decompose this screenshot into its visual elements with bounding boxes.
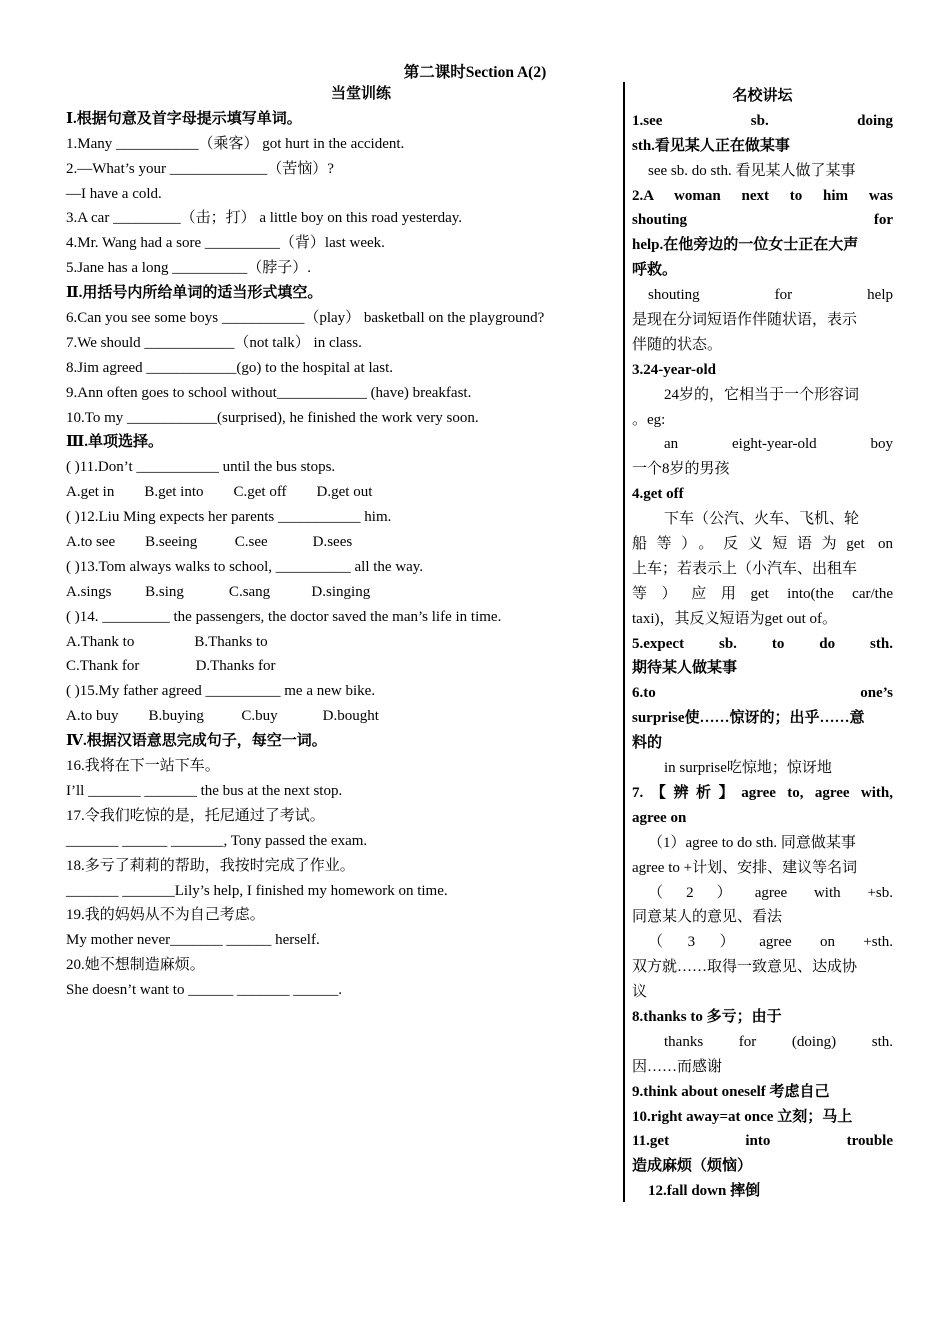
note-line: 一个8岁的男孩 <box>632 461 730 478</box>
note-line: 7.【辨析】agree to, agree with, <box>632 784 893 801</box>
exercise-line: A.sings B.sing C.sang D.singing <box>66 583 371 600</box>
note-line: 下车（公汽、火车、飞机、轮 <box>664 511 860 528</box>
exercise-line: ( )12.Liu Ming expects her parents ___________ him. <box>66 509 392 526</box>
note-line: 料的 <box>632 735 663 752</box>
note-line: shouting for help <box>648 287 893 304</box>
note-line: surprise使……惊讶的；出乎……意 <box>632 710 865 727</box>
note-line: 。eg: <box>632 411 666 428</box>
exercise-lines <box>66 107 616 1003</box>
exercise-line: C.Thank for D.Thanks for <box>66 658 276 675</box>
note-line: 造成麻烦（烦恼） <box>632 1158 753 1175</box>
section-heading: Ⅲ.单项选择。 <box>66 434 164 451</box>
note-line: 上车；若表示上（小汽车、出租车 <box>632 560 858 577</box>
note-lines <box>632 109 893 1204</box>
note-line: 因……而感谢 <box>632 1058 723 1075</box>
note-line: sth.看见某人正在做某事 <box>632 137 790 154</box>
note-line: 船等）。反义短语为get on <box>632 536 893 553</box>
exercise-line: 6.Can you see some boys ___________（play） basketball on the playground? <box>66 310 545 327</box>
note-line: agree to +计划、安排、建议等名词 <box>632 859 858 876</box>
note-line: see sb. do sth. 看见某人做了某事 <box>648 162 856 179</box>
column-divider <box>623 82 625 1202</box>
note-line: （2）agree with +sb. <box>648 884 893 901</box>
page-title: 第二课时Section A(2) <box>403 64 547 81</box>
note-line: 1.see sb. doing <box>632 112 893 129</box>
exercise-line: A.to see B.seeing C.see D.sees <box>66 534 353 551</box>
exercise-line: 10.To my ____________(surprised), he finished the work very soon. <box>66 409 479 426</box>
exercise-line: 4.Mr. Wang had a sore __________（背）last week. <box>66 235 385 252</box>
note-line: 4.get off <box>632 486 684 503</box>
note-line: an eight-year-old boy <box>664 436 893 453</box>
exercise-line: She doesn’t want to ______ _______ ______. <box>66 982 342 999</box>
exercise-line: ( )13.Tom always walks to school, __________ all the way. <box>66 558 424 575</box>
exercise-line: 20.她不想制造麻烦。 <box>66 957 205 974</box>
exercise-line: 3.A car _________（击；打） a little boy on this road yesterday. <box>66 210 463 227</box>
note-line: 是现在分词短语作伴随状语，表示 <box>632 312 858 329</box>
note-line: 3.24-year-old <box>632 361 717 378</box>
note-line: 同意某人的意见、看法 <box>632 909 783 926</box>
exercise-line: My mother never_______ ______ herself. <box>66 932 320 949</box>
note-line: help.在他旁边的一位女士正在大声 <box>632 237 859 254</box>
exercise-line: —I have a cold. <box>66 185 162 202</box>
left-column-exercises <box>66 82 616 1003</box>
note-line: taxi)，其反义短语为get out of。 <box>632 610 837 627</box>
exercise-line: ( )11.Don’t ___________ until the bus stops. <box>66 459 336 476</box>
exercise-line: 2.—What’s your _____________（苦恼）? <box>66 160 334 177</box>
note-line: shouting for <box>632 212 893 229</box>
note-line: （1）agree to do sth. 同意做某事 <box>648 834 856 851</box>
note-line: 期待某人做某事 <box>632 660 738 677</box>
exercise-line: I’ll _______ _______ the bus at the next stop. <box>66 782 343 799</box>
exercise-line: A.to buy B.buying C.buy D.bought <box>66 708 379 725</box>
exercise-line: 7.We should ____________（not talk） in class. <box>66 334 362 351</box>
note-line: 2.A woman next to him was <box>632 187 893 204</box>
exercise-line: ( )15.My father agreed __________ me a new bike. <box>66 683 376 700</box>
note-line: （3）agree on +sth. <box>648 934 893 951</box>
exercise-line: _______ ______ _______, Tony passed the exam. <box>66 832 368 849</box>
exercise-line: A.get in B.get into C.get off D.get out <box>66 484 373 501</box>
exercise-line: 16.我将在下一站下车。 <box>66 758 220 775</box>
note-line: 12.fall down 摔倒 <box>648 1183 761 1200</box>
exercise-line: 9.Ann often goes to school without____________ (have) breakfast. <box>66 384 472 401</box>
exercise-line: 18.多亏了莉莉的帮助，我按时完成了作业。 <box>66 857 355 874</box>
note-line: thanks for (doing) sth. <box>664 1033 893 1050</box>
exercise-line: _______ _______Lily’s help, I finished my homework on time. <box>66 882 448 899</box>
note-line: 呼救。 <box>632 262 678 279</box>
note-line: agree on <box>632 809 687 826</box>
exercise-line: A.Thank to B.Thanks to <box>66 633 268 650</box>
section-heading: Ⅱ.用括号内所给单词的适当形式填空。 <box>66 285 323 302</box>
note-line: 伴随的状态。 <box>632 336 723 353</box>
note-line: 24岁的，它相当于一个形容词 <box>664 386 860 403</box>
exercise-line: ( )14. _________ the passengers, the doctor saved the man’s life in time. <box>66 608 502 625</box>
note-line: 5.expect sb. to do sth. <box>632 635 893 652</box>
section-heading: Ⅳ.根据汉语意思完成句子，每空一词。 <box>66 733 327 750</box>
exercise-line: 8.Jim agreed ____________(go) to the hospital at last. <box>66 359 394 376</box>
note-line: 11.get into trouble <box>632 1133 893 1150</box>
exercise-line: 19.我的妈妈从不为自己考虑。 <box>66 907 265 924</box>
right-heading: 名校讲坛 <box>732 88 793 104</box>
exercise-line: 5.Jane has a long __________（脖子）. <box>66 260 311 277</box>
note-line: 8.thanks to 多亏；由于 <box>632 1008 782 1025</box>
left-heading: 当堂训练 <box>330 86 391 102</box>
note-line: 等）应用get into(the car/the <box>632 585 893 602</box>
exercise-line: 1.Many ___________（乘客） got hurt in the accident. <box>66 135 405 152</box>
note-line: 10.right away=at once 立刻；马上 <box>632 1108 853 1125</box>
note-line: in surprise吃惊地；惊讶地 <box>664 760 832 777</box>
note-line: 议 <box>632 984 648 1001</box>
note-line: 9.think about oneself 考虑自己 <box>632 1083 830 1100</box>
section-heading: Ⅰ.根据句意及首字母提示填写单词。 <box>66 110 302 127</box>
exercise-line: 17.令我们吃惊的是，托尼通过了考试。 <box>66 807 325 824</box>
right-column-notes <box>632 84 893 1204</box>
note-line: 双方就……取得一致意见、达成协 <box>632 959 858 976</box>
note-line: 6.to one’s <box>632 685 893 702</box>
